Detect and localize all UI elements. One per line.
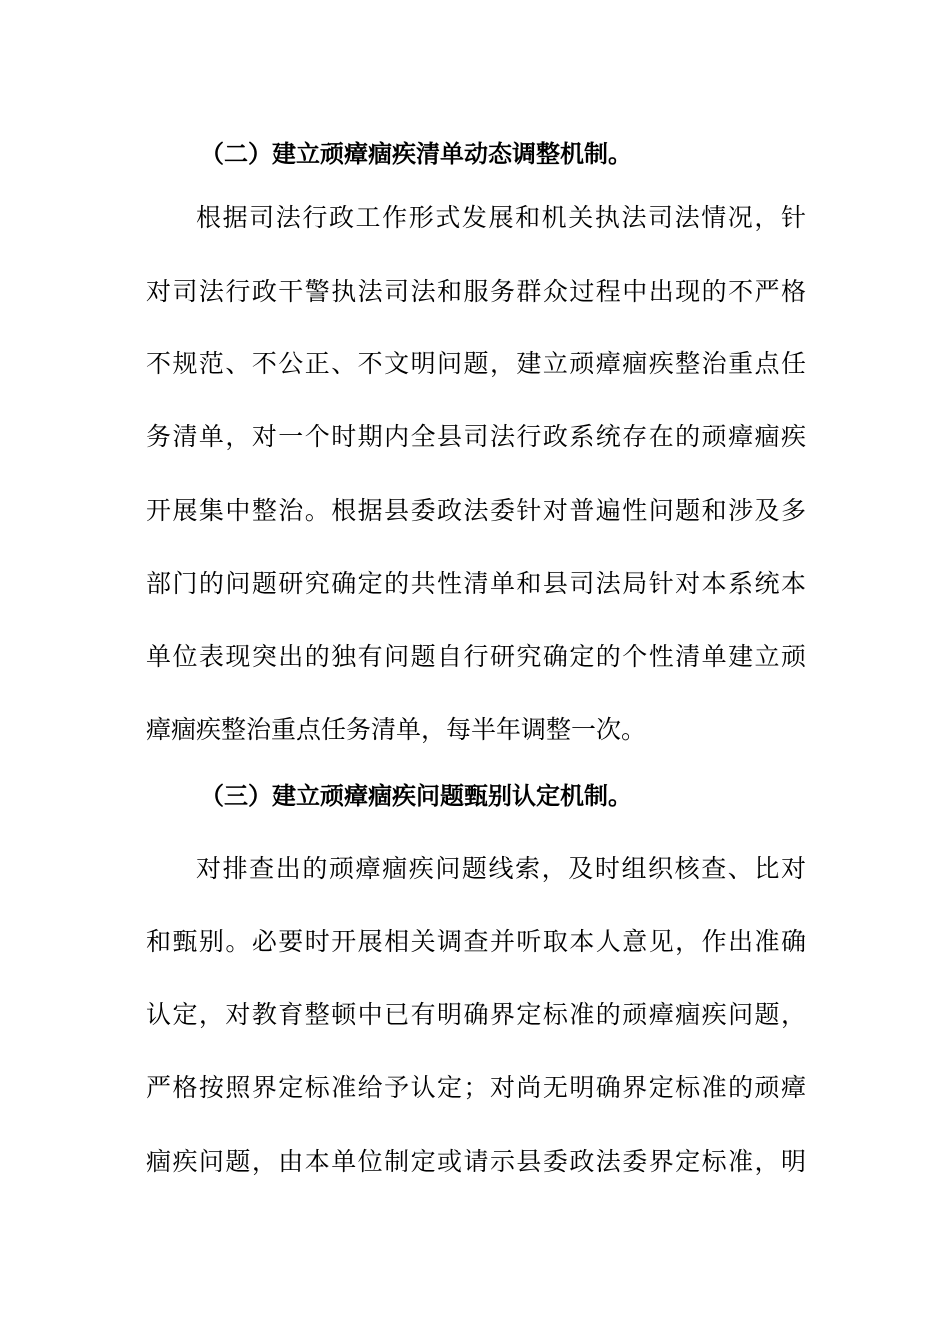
paragraph-line: 痼疾问题，由本单位制定或请示县委政法委界定标准，明 <box>146 1147 806 1176</box>
paragraph-line: 对排查出的顽瘴痼疾问题线索，及时组织核查、比对 <box>196 854 806 883</box>
paragraph-line: 开展集中整治。根据县委政法委针对普遍性问题和涉及多 <box>146 496 806 525</box>
section-heading-3: （三）建立顽瘴痼疾问题甄别认定机制。 <box>200 782 632 810</box>
section-heading-2: （二）建立顽瘴痼疾清单动态调整机制。 <box>200 140 632 168</box>
paragraph-line: 单位表现突出的独有问题自行研究确定的个性清单建立顽 <box>146 642 806 671</box>
paragraph-line: 根据司法行政工作形式发展和机关执法司法情况，针 <box>196 203 806 232</box>
paragraph-line: 对司法行政干警执法司法和服务群众过程中出现的不严格 <box>146 277 806 306</box>
paragraph-line: 严格按照界定标准给予认定；对尚无明确界定标准的顽瘴 <box>146 1073 806 1102</box>
paragraph-line: 和甄别。必要时开展相关调查并听取本人意见，作出准确 <box>146 927 806 956</box>
paragraph-line: 瘴痼疾整治重点任务清单，每半年调整一次。 <box>146 715 647 744</box>
paragraph-line: 不规范、不公正、不文明问题，建立顽瘴痼疾整治重点任 <box>146 349 806 378</box>
paragraph-line: 务清单，对一个时期内全县司法行政系统存在的顽瘴痼疾 <box>146 422 806 451</box>
paragraph-line: 部门的问题研究确定的共性清单和县司法局针对本系统本 <box>146 569 806 598</box>
paragraph-line: 认定，对教育整顿中已有明确界定标准的顽瘴痼疾问题， <box>146 1000 806 1029</box>
